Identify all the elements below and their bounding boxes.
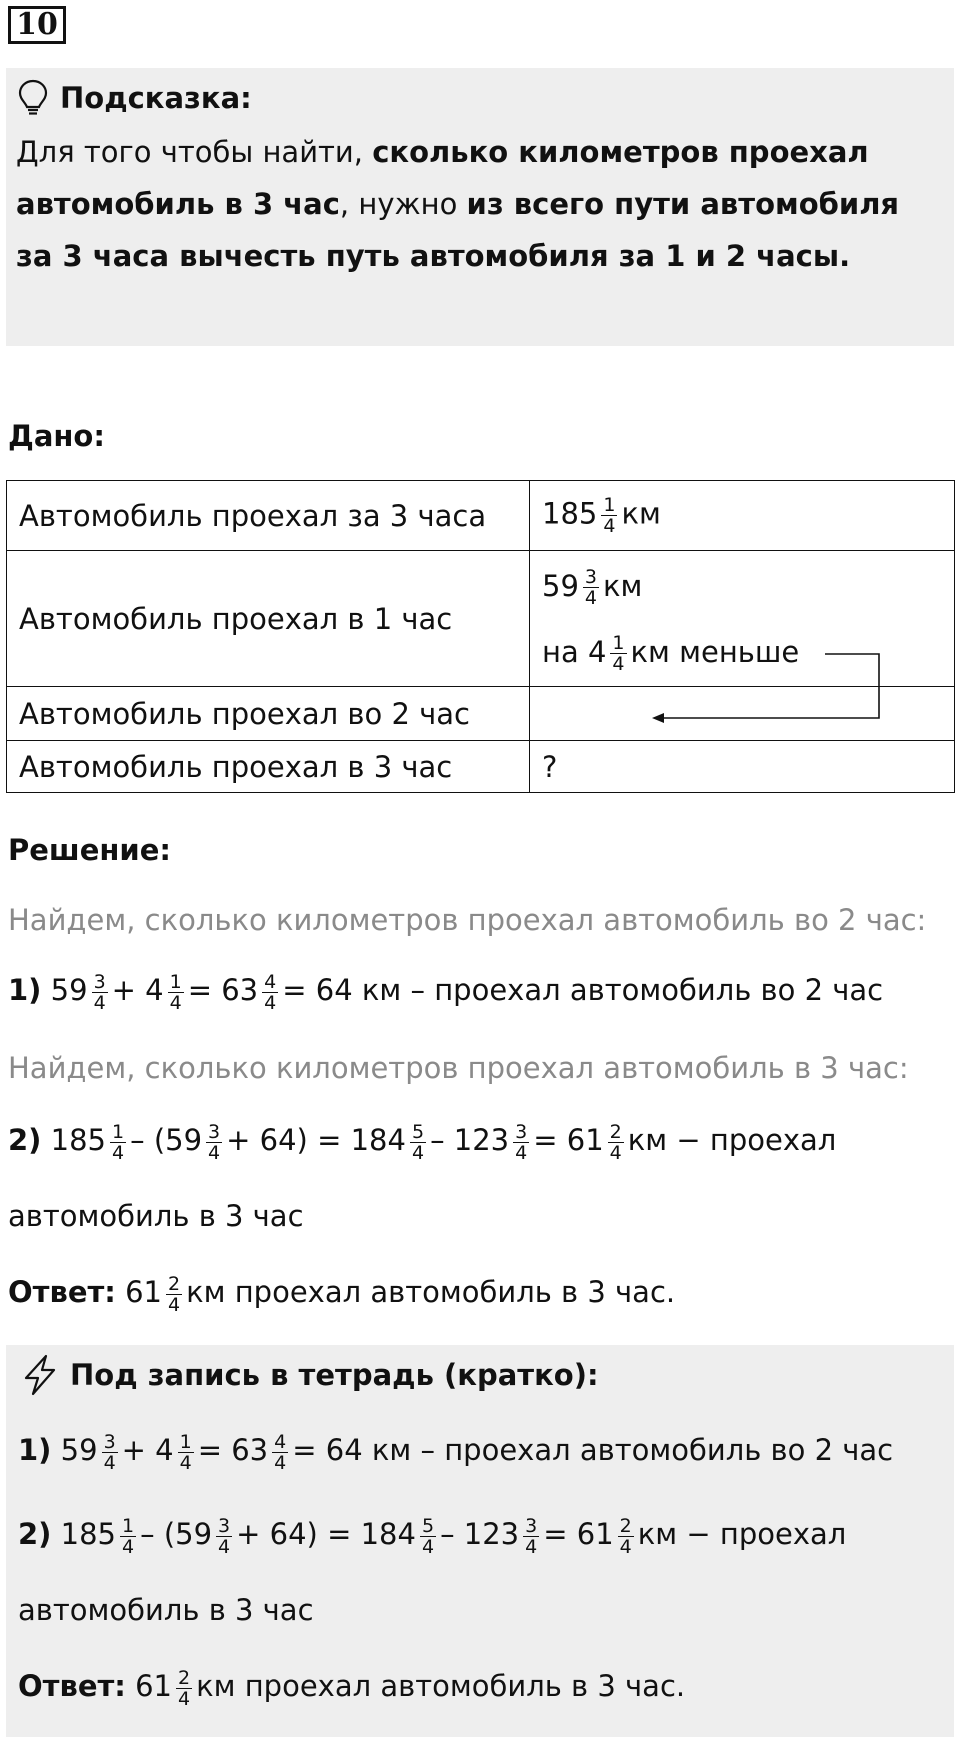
hint-text-part: сколько километров проехал автомобиль в 3 час [16,135,869,221]
fraction: $\frac{5}{4}$ [411,1120,425,1164]
fraction: $\frac{2}{4}$ [178,1666,191,1710]
answer-line: Ответ: 61 $\frac{2}{4}$ км проехал автомобиль в 3 час. [8,1272,676,1316]
table-row [7,741,955,793]
hint-text-part: Для того чтобы найти, [16,135,373,169]
fraction: $\frac{3}{4}$ [218,1514,231,1558]
fraction: $\frac{5}{4}$ [421,1514,435,1558]
answer-label: Ответ: [8,1275,116,1309]
whole-number: 59 [542,568,579,603]
table-cell-value [530,481,955,551]
fraction: $\frac{3}{4}$ [93,970,106,1014]
answer-label: Ответ: [18,1669,126,1703]
notes-step1-line: 1) 59 $\frac{3}{4}$ + 4 $\frac{1}{4}$ = 63 $\frac{4}{4}$ = 64 км – проехал автомобиль во 2 час [18,1430,894,1474]
fraction: $\frac{1}{4}$ [122,1514,135,1558]
difference-suffix: км меньше [630,634,800,669]
notes-step2-line: 2) 185 $\frac{1}{4}$ – (59 $\frac{3}{4}$ + 64) = 184 $\frac{5}{4}$ – 123 $\frac{3}{4}$ = 61 $\frac{2}{4}$ км − проехал [18,1514,847,1558]
step2-line: 2) 185 $\frac{1}{4}$ – (59 $\frac{3}{4}$ + 64) = 184 $\frac{5}{4}$ – 123 $\frac{3}{4}$ = 61 $\frac{2}{4}$ км − проехал [8,1120,837,1164]
step-number: 1) [18,1433,52,1467]
table-cell-label: Автомобиль проехал в 1 час [7,551,530,687]
solution-label: Решение: [8,833,172,867]
table-cell-label: Автомобиль проехал во 2 час [7,687,530,741]
step-number: 1) [8,973,42,1007]
task-number: 10 [8,6,66,44]
step2-continuation: автомобиль в 3 час [8,1199,304,1233]
given-table [6,480,955,793]
hint-text-part: из всего пути автомобиля за 3 часа вычесть путь автомобиля за 1 и 2 часы. [16,187,900,273]
fraction: $\frac{4}{4}$ [274,1430,287,1474]
step-number: 2) [18,1517,52,1551]
fraction: $\frac{3}{4}$ [515,1120,528,1164]
table-cell-value: ? [530,741,955,793]
table-cell-label: Автомобиль проехал за 3 часа [7,481,530,551]
hint-title-text: Подсказка: [60,81,252,115]
fraction: $\frac{2}{4}$ [168,1272,181,1316]
arrow-left-icon [640,640,890,730]
unit: км [621,496,661,531]
fraction: $\frac{3}{4}$ [525,1514,538,1558]
whole-number: 185 [542,496,598,531]
fraction: $\frac{1}{4}$ [112,1120,125,1164]
fraction: $\frac{3}{4}$ [208,1120,221,1164]
fraction: $\frac{3}{4}$ [103,1430,116,1474]
table-cell-label: Автомобиль проехал в 3 час [7,741,530,793]
step2-intro: Найдем, сколько километров проехал автомобиль в 3 час: [8,1051,909,1085]
fraction: $\frac{1}{4}$ [603,494,616,537]
fraction: $\frac{2}{4}$ [609,1120,622,1164]
step1-intro: Найдем, сколько километров проехал автомобиль во 2 час: [8,903,927,937]
notes-answer-line: Ответ: 61 $\frac{2}{4}$ км проехал автомобиль в 3 час. [18,1666,686,1710]
unit: км [603,568,643,603]
fraction: $\frac{2}{4}$ [619,1514,632,1558]
lightning-icon [20,1354,60,1396]
fraction: $\frac{1}{4}$ [179,1430,192,1474]
fraction: $\frac{3}{4}$ [584,566,597,609]
notes-step2-continuation: автомобиль в 3 час [18,1593,314,1627]
difference-prefix: на 4 [542,634,607,669]
fraction: $\frac{1}{4}$ [612,632,625,675]
lightbulb-icon [18,79,48,117]
hint-title [18,78,252,118]
table-row [7,481,955,551]
fraction: $\frac{1}{4}$ [169,970,182,1014]
hint-text [16,126,936,282]
fraction: $\frac{4}{4}$ [264,970,277,1014]
given-label: Дано: [8,419,105,453]
notes-title-text: Под запись в тетрадь (кратко): [70,1358,599,1392]
hint-text-part: , нужно [339,187,467,221]
step1-line: 1) 59 $\frac{3}{4}$ + 4 $\frac{1}{4}$ = 63 $\frac{4}{4}$ = 64 км – проехал автомобиль во 2 час [8,970,884,1014]
notes-title [20,1354,599,1396]
step-number: 2) [8,1123,42,1157]
